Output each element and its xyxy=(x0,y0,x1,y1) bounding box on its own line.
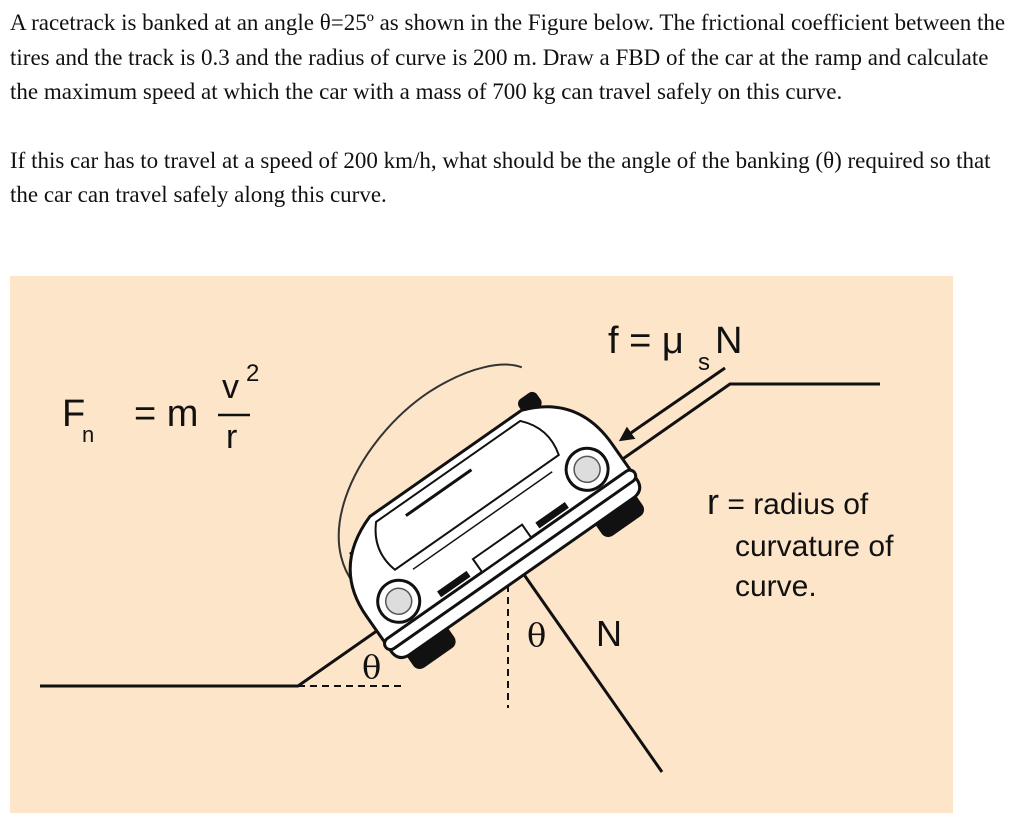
formula-denominator: r xyxy=(226,418,238,456)
friction-formula-subscript: s xyxy=(698,349,710,376)
radius-note-line-1 xyxy=(707,481,869,522)
formula-force-subscript: n xyxy=(82,422,95,447)
radius-note-line-1-text: = radius of xyxy=(719,488,869,521)
normal-force-label: N xyxy=(596,613,622,654)
radius-note-line-2: curvature of xyxy=(735,530,894,563)
formula-force-symbol: F xyxy=(62,393,86,435)
problem-paragraph-1: A racetrack is banked at an angle θ=25º as shown in the Figure below. The frictional coefficient between the tires and the track is 0.3 and the radius of curve is 200 m. Draw a FBD of the car at the ramp and calculate the maximum speed at which the car with a mass of 700 kg can travel safely on this curve. xyxy=(10,10,1006,104)
formula-equals-mass: = m xyxy=(134,393,199,435)
theta-label-base: θ xyxy=(362,648,382,686)
friction-formula-normal: N xyxy=(715,320,743,362)
formula-exponent: 2 xyxy=(246,360,260,387)
formula-numerator: v xyxy=(222,368,239,406)
radius-note-r-symbol: r xyxy=(707,481,719,522)
theta-label-normal: θ xyxy=(527,616,547,654)
figure-canvas xyxy=(10,276,953,813)
problem-statement xyxy=(10,6,1010,213)
radius-note-line-3: curve. xyxy=(735,570,817,603)
friction-formula-main: f = μ xyxy=(608,320,684,362)
problem-paragraph-2: If this car has to travel at a speed of 200 km/h, what should be the angle of the banking (θ) required so that the car can travel safely along this curve. xyxy=(10,147,991,207)
banked-track-figure xyxy=(10,276,953,813)
